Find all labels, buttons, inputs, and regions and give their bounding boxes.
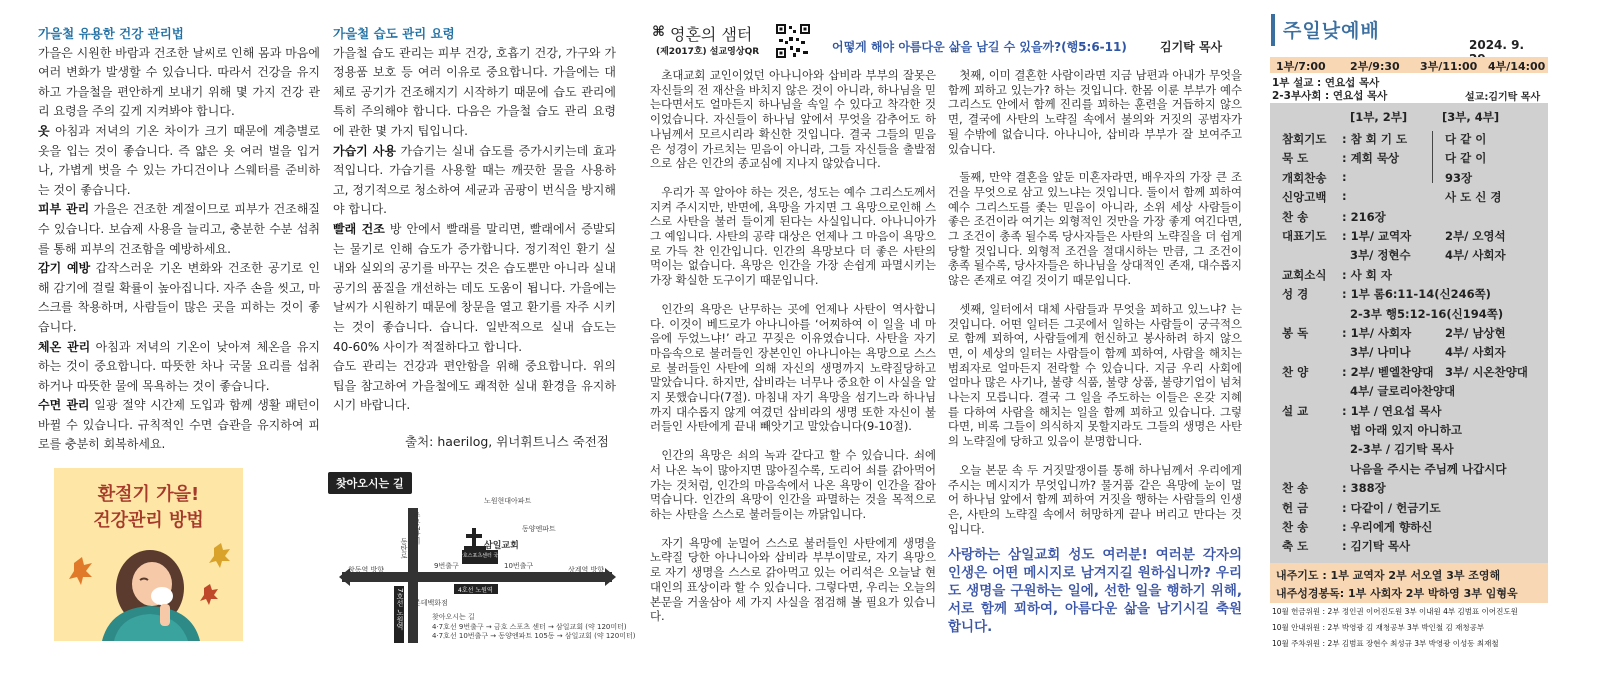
order-item-label: 개회찬송	[1282, 170, 1327, 185]
order-item-label: 성 경	[1282, 287, 1309, 302]
order-item-value-2: 93장	[1445, 170, 1473, 185]
order-item-value: : 1부 롬6:11-14(신246쪽)	[1342, 287, 1491, 302]
health-item-text: 갑작스러운 기온 변화와 건조한 공기로 인해 감기에 걸릴 확률이 높아집니다. 자주 손을 씻고, 마스크를 착용하며, 사람들이 많은 곳을 피하는 것이 좋습니다.	[38, 261, 321, 334]
order-item-value: 법 아래 있지 아니하고	[1350, 423, 1462, 437]
woman-sneezing-illustration	[54, 468, 243, 641]
order-item-label: 교회소식	[1282, 267, 1327, 282]
humidity-item-text: 방 안에서 빨래를 말리면, 빨래에서 증발되는 물기로 인해 습도가 증가합니다. 정기적인 환기 실내와 실외의 공기를 바꾸는 것은 습도뿐만 아니라 실내 공기의 품질을 개선하는 데도 도움이 됩니다. 가을에는 날씨가 시원하기 때문에 창문을 열고 환기를 자주 시키는 것이 좋습니다. 습니다. 일반적으로 실내 습도는 40-60% 사이가 적절하다고 합니다.	[333, 221, 616, 354]
order-item-value: :	[1342, 189, 1347, 204]
order-item-value-2: 2부/ 오영석	[1445, 229, 1506, 243]
sermon-paragraph: 우리가 꼭 알아야 하는 것은, 성도는 예수 그리스도께서 지켜 주시지만, 반면에, 욕망을 가지면 그 욕망으로인해 스스로 사탄을 불러 들이게 된다는 사실입니다. 아나니아가 그 예입니다. 사탄의 공략 대상은 언제나 그 마음이 욕망으로 가득 찬 인간입니다. 인간의 욕망보다 더 좋은 사탄의 먹이는 없습니다. 욕망은 인간을 가장 손쉽게 파멸시키는 가장 확실한 도구이기 때문입니다.	[650, 184, 936, 288]
order-item-label: 찬 양	[1282, 364, 1309, 379]
qr-code-icon	[776, 24, 810, 58]
next-week-bar	[1270, 563, 1548, 603]
service-time: 3부/11:00	[1420, 60, 1478, 73]
order-item-value: :	[1342, 169, 1347, 184]
health-item-text: 가을은 건조한 계절이므로 피부가 건조해질 수 있습니다. 보습제 사용을 늘리고, 충분한 수분 섭취를 통해 피부의 건조함을 예방하세요.	[38, 202, 321, 256]
order-item-label: 찬 송	[1282, 209, 1309, 224]
health-heading: 가을철 유용한 건강 관리법	[38, 26, 184, 41]
order-item-value: : 우리에게 향하신	[1342, 520, 1433, 534]
order-item-value: 2-3부 / 김기탁 목사	[1350, 442, 1454, 457]
order-item-label: 봉 독	[1282, 326, 1309, 340]
sermon-paragraph: 인간의 욕망은 쇠의 녹과 같다고 할 수 있습니다. 쇠에서 나온 녹이 많아지면 많아질수록, 도리어 쇠를 갉아먹어 가는 것처럼, 인간의 마음속에서 나온 욕망이 인간을 잡아 먹습니다. 인간의 욕망이 인간을 파멸하는 것을 목적으로 하는 사탄을 스스로 불러들이는 까닭입니다.	[650, 448, 936, 521]
logo-icon: ⌘	[652, 24, 665, 40]
sermon-paragraph: 셋째, 일터에서 대체 사람들과 무엇을 꾀하고 있느냐? 는 것입니다. 어떤 일터든 그곳에서 일하는 사람들이 궁극적으로 함께 꾀하여, 사람들에게 헌신하고 봉사하려 하지 않으면, 이 세상의 일터는 사람들이 함께 꾀하여, 사람을 해치는 범죄자로 얼마든지 전락할 수 있습니다. 지금 우리 사회에 얼마나 많은 사기나, 불량 식품, 불량 상품, 불량기업이 넘쳐나는지 모릅니다. 결국 그 일을 주도하는 이들은 온갖 지혜를 다하여 사람을 해치는 일을 함께 꾀하고 있습니다. 그렇다면, 비록 그들이 의식하지 못할지라도 그들의 생명은 사탄의 노략질에 당하고 있음이 분명합니다.	[948, 301, 1242, 449]
map-road-v1b: 동탄로	[400, 538, 408, 559]
worship-info-1: 1부 설교 : 연요섭 목사	[1272, 77, 1380, 89]
sermon-left-column	[650, 68, 936, 638]
order-item-label: 헌 금	[1282, 500, 1309, 515]
humidity-intro: 가을철 습도 관리는 피부 건강, 호흡기 건강, 가구와 가정용품 보호 등 여러 이유로 중요합니다. 가을에는 대체로 공기가 건조해지기 시작하기 때문에 습도 관리에 특히 주의해야 합니다. 다음은 가을철 습도 관리 요령에 관한 몇 가지 팁입니다.	[333, 45, 616, 138]
sermon-paragraph: 첫째, 이미 결혼한 사람이라면 지금 남편과 아내가 무엇을 함께 꾀하고 있는가? 하는 것입니다. 한몸 이룬 부부가 예수 그리스도 안에서 함께 진리를 꾀하는 훈련을 거듭하지 않으면, 결국에 사탄의 노략질 속에서 불의와 거짓의 공범자가 될 수밖에 없습니다. 아나니아, 삽비라 부부가 잘 보여주고 있습니다.	[948, 68, 1242, 156]
order-col-head: [3부, 4부]	[1442, 110, 1500, 124]
worship-title: 주일낮예배	[1283, 20, 1380, 42]
order-item-value-2: 다 같 이	[1445, 151, 1487, 166]
service-time: 1부/7:00	[1276, 60, 1326, 73]
poster-line1: 환절기 가을!	[97, 484, 200, 505]
map-church-label: 삼일교회	[484, 541, 519, 551]
order-item-value-2: 다 같 이	[1445, 132, 1487, 146]
order-item-label: 묵 도	[1282, 151, 1309, 166]
order-item-value-2: 사 도 신 경	[1445, 190, 1502, 205]
order-item-value: : 2부/ 벧엘찬양대	[1342, 364, 1434, 379]
source-credit: 출처: haerilog, 위너휘트니스 죽전점	[405, 434, 609, 449]
health-intro: 가을은 시원한 바람과 건조한 날씨로 인해 몸과 마음에 여러 변화가 발생할 수 있습니다. 따라서 건강을 유지하고 가을철을 편안하게 보내기 위해 몇 가지 건강 관리 요령을 주의 깊게 지켜봐야 합니다.	[38, 45, 320, 119]
order-item-value-2: 4부/ 사회자	[1445, 345, 1506, 360]
sermon-paragraph: 자기 욕망에 눈멀어 스스로 불러들인 사탄에게 생명을 노략질 당한 아나니아와 삽비라 부부이말로, 자기 욕망으로 자기 생명을 스스로 갉아먹고 있는 어리석은 오늘날 현대인의 표상이라 할 수 있습니다. 그렇다면, 우리는 오늘의 본문을 거울삼아 세 가지 사실을 점검해 볼 필요가 있습니다.	[650, 535, 936, 624]
order-item-value: : 다같이 / 헌금기도	[1342, 500, 1441, 515]
sermon-title: 어떻게 해야 아름다운 삶을 남길 수 있을까?(행5:6-11)	[832, 40, 1127, 54]
offering-committee: 10월 헌금위원 : 2부 정인권 이어진도원 3부 이내원 4부 김범표 이어진도원	[1272, 607, 1518, 616]
health-item-text: 일광 절약 시간제 도입과 함께 생활 패턴이 바뀔 수 있습니다. 규칙적인 수면 습관을 유지하여 피로를 충분히 회복하세요.	[38, 398, 320, 452]
humidity-item	[333, 142, 616, 220]
order-item-value-2: 3부/ 시온찬양대	[1445, 364, 1528, 379]
church-location-map	[322, 468, 636, 643]
sermon-qr-label: (제2017호) 설교영상QR	[656, 47, 760, 57]
service-time: 4부/14:00	[1488, 60, 1546, 73]
order-item-label: 설 교	[1282, 403, 1309, 418]
map-title: 찾아오시는 길	[328, 472, 412, 494]
health-item-text: 아침과 저녁의 기온 차이가 크기 때문에 계층별로 옷을 입는 것이 좋습니다. 즉 얇은 옷 여러 벌을 입거나, 가볍게 벗을 수 있는 가디건이나 스웨터를 준비하는 것이 좋습니다.	[38, 123, 320, 197]
order-item-label: 신앙고백	[1282, 190, 1327, 205]
sermon-logo: 영혼의 샘터	[670, 25, 753, 44]
order-item-value: : 사 회 자	[1342, 267, 1392, 282]
sermon-paragraph: 둘째, 만약 결혼을 앞둔 미혼자라면, 배우자의 가장 큰 조건을 무엇으로 삼고 있느냐는 것입니다. 둘이서 함께 꾀하여 예수 그리스도를 좇는 믿음이 아니라, 소위 세상 사람들이 좋은 조건이라 여기는 외형적인 것만을 가장 좋게 여긴다면, 그 조건이 총족 될수록 당사자들은 사탄의 노략질을 더 쉽게 당할 것입니다. 외형적 조건을 절대시하는 만큼, 그 조건이 총족 될수록, 당사자들은 하나님을 상대적인 존재, 대수롭지 않은 존재로 여길 것이기 때문입니다.	[948, 170, 1242, 288]
next-prayer: 내주기도 : 1부 교역자 2부 서오열 3부 조영해	[1276, 569, 1501, 582]
next-reading: 내주성경봉독: 1부 사회자 2부 박하영 3부 임형욱	[1276, 587, 1518, 600]
order-item-value: 나음을 주시는 주님께 나갑시다	[1350, 461, 1507, 476]
map-line7: 7호선 노원역	[396, 588, 404, 630]
map-road-v1: 주공7단지	[413, 512, 421, 545]
sermon-paragraph: 인간의 욕망은 난무하는 곳에 언제나 사탄이 역사합니다. 이것이 베드로가 아나니아를 ‘어찌하여 이 일을 네 마음에 두었느냐!’ 라고 꾸짖은 이유였습니다. 사탄을 자기 마음속으로 불러들인 장본인인 아나니아는 욕망으로 스스로 불러들인 사탄에 의해 자신의 생명까지 노략질당하고 말았습니다. 하지만, 삽비라는 너무나 중요한 이 사실을 알지 못했습니다(7절). 마침내 자기 욕망을 섬기느라 하나님까지 대수롭지 않게 여겼던 삽비라의 생명 또한 자신이 불러들인 사탄에게 끝내 빼앗기고 말았습니다(9-10절).	[650, 301, 936, 434]
order-item-label: 찬 송	[1282, 520, 1309, 534]
order-item-value: : 김기탁 목사	[1342, 539, 1411, 554]
map-east: 상계역 방향	[568, 566, 605, 574]
service-times-bar	[1270, 57, 1548, 73]
order-col-head: [1부, 2부]	[1350, 110, 1408, 124]
order-item-value: : 1부/ 교역자	[1342, 229, 1412, 243]
order-item-label: 대표기도	[1282, 229, 1327, 243]
poster-line2: 건강관리 방법	[93, 510, 204, 531]
sermon-header	[652, 22, 1242, 60]
health-item	[38, 396, 320, 455]
map-station: 4호선 노원역	[458, 587, 493, 594]
map-west: 창동역 방향	[348, 566, 385, 574]
sermon-paragraph: 오늘 본문 속 두 거짓말쟁이를 통해 하나님께서 우리에게 주시는 메시지가 무엇입니까? 물거품 같은 욕망에 눈이 멀어 하나님 앞에서 함께 꾀하여 거짓을 행하는 사람들의 인생은, 사탄의 노략질 속에서 허망하게 끝나 버리고 만다는 것입니다.	[948, 462, 1242, 536]
order-item-value: : 388장	[1342, 481, 1386, 496]
map-lotte: 롯데백화점	[414, 599, 448, 607]
sermon-closing: 사랑하는 삼일교회 성도 여러분! 여러분 각자의 인생은 어떤 메시지로 남겨지길 원하십니까? 우리도 생명을 구원하는 일에, 선한 일을 행하기 위해, 서로 함께 꾀하여, 아름다운 삶을 남기시길 축원합니다.	[948, 547, 1242, 636]
order-item-value: 3부/ 나미나	[1350, 345, 1411, 360]
order-item-value: 2-3부 행5:12-16(신194쪽)	[1350, 306, 1504, 321]
health-item	[38, 122, 320, 200]
humidity-item-keyword: 빨래 건조	[333, 221, 385, 236]
health-item	[38, 259, 320, 337]
order-item-value: : 1부 / 연요섭 목사	[1342, 403, 1442, 418]
order-item-value: : 참 회 기 도	[1342, 132, 1408, 146]
map-direction-title: 찾아오시는 길	[432, 613, 475, 621]
humidity-heading: 가을철 습도 관리 요령	[333, 26, 455, 41]
map-exit9: 9번출구	[434, 562, 459, 570]
sermon-author: 김기탁 목사	[1160, 40, 1223, 54]
humidity-item-text: 가습기는 실내 습도를 증가시키는데 효과적입니다. 가습기를 사용할 때는 깨끗한 물을 사용하고, 정기적으로 청소하여 세균과 곰팡이 번식을 방지해야 합니다.	[333, 143, 617, 217]
service-time: 2부/9:30	[1350, 60, 1400, 73]
parking-committee: 10월 주차위원 : 2부 김범표 장현수 최성규 3부 박영광 이성동 최재철	[1272, 639, 1499, 648]
health-item-keyword: 수면 관리	[38, 398, 90, 413]
order-item-label: 찬 송	[1282, 481, 1309, 496]
health-item	[38, 200, 320, 259]
order-item-value: 3부/ 정현수	[1350, 248, 1411, 263]
order-item-value-2: 4부/ 사회자	[1445, 248, 1506, 263]
order-item-label: 축 도	[1282, 539, 1309, 554]
health-tips-column	[38, 24, 320, 455]
health-item	[38, 338, 320, 397]
worship-date: 2024. 9.	[1469, 38, 1525, 52]
humidity-tips-column	[333, 24, 616, 416]
usher-committee: 10월 안내위원 : 2부 박영광 김 재청공부 3부 박인철 김 재청공부	[1272, 623, 1485, 632]
health-item-keyword: 옷	[38, 123, 50, 138]
map-direction-1: 4·7호선 9번출구 → 금호 스포츠 센터 → 삼일교회 (약 120미터)	[432, 623, 627, 631]
humidity-outro: 습도 관리는 건강과 편안함을 위해 중요합니다. 위의 팁을 참고하여 가을철에도 쾌적한 실내 환경을 유지하시기 바랍니다.	[333, 359, 616, 413]
health-item-keyword: 피부 관리	[38, 202, 90, 217]
health-item-text: 아침과 저녁의 기온이 낮아져 체온을 유지하는 것이 중요합니다. 따뜻한 차나 국물 요리를 섭취하거나 따뜻한 물에 목욕하는 것이 좋습니다.	[38, 339, 321, 393]
worship-info-3: 설교:김기탁 목사	[1465, 92, 1541, 103]
order-item-value: : 1부/ 사회자	[1342, 326, 1412, 340]
order-item-value-2: 2부/ 남상현	[1445, 326, 1506, 340]
map-direction-2: 4·7호선 10번출구 → 동양엔파트 105동 → 삼일교회 (약 120미터)	[432, 632, 636, 640]
order-item-value: : 216장	[1342, 209, 1386, 224]
map-exit10: 10번출구	[504, 562, 534, 570]
order-item-value: : 계회 묵상	[1342, 151, 1400, 166]
order-item-value: 4부/ 글로리아찬양대	[1350, 384, 1456, 399]
health-item-keyword: 감기 예방	[38, 261, 91, 276]
autumn-health-poster	[54, 468, 243, 641]
map-apt2: 동양엔파트	[522, 525, 556, 533]
humidity-item-keyword: 가습기 사용	[333, 143, 396, 158]
order-item-label: 참회기도	[1282, 132, 1327, 146]
sermon-paragraph: 초대교회 교인이었던 아나니아와 삽비라 부부의 잘못은 자신들의 전 재산을 바치지 않은 것이 아니라, 하나님을 믿는다면서도 얼마든지 하나님을 속일 수 있다고 착각한 것이었습니다. 자신들이 하나님 앞에서 무엇을 감추어도 하나님께서 모르시리라 확신한 것입니다. 결국 그들의 믿음은 성경이 가르치는 믿음이 아니라, 그들 자신들을 출발점으로 삼은 인간의 종교심에 지나지 않았습니다.	[650, 68, 936, 171]
map-apt1: 노원현대아파트	[484, 497, 532, 505]
humidity-item	[333, 220, 616, 357]
map-center: 금호스포츠센터 국민은행 학원	[458, 553, 524, 559]
health-item-keyword: 체온 관리	[38, 339, 91, 354]
worship-info-2: 2-3부사회 : 연요섭 목사	[1272, 90, 1388, 102]
sermon-right-column	[948, 68, 1242, 650]
